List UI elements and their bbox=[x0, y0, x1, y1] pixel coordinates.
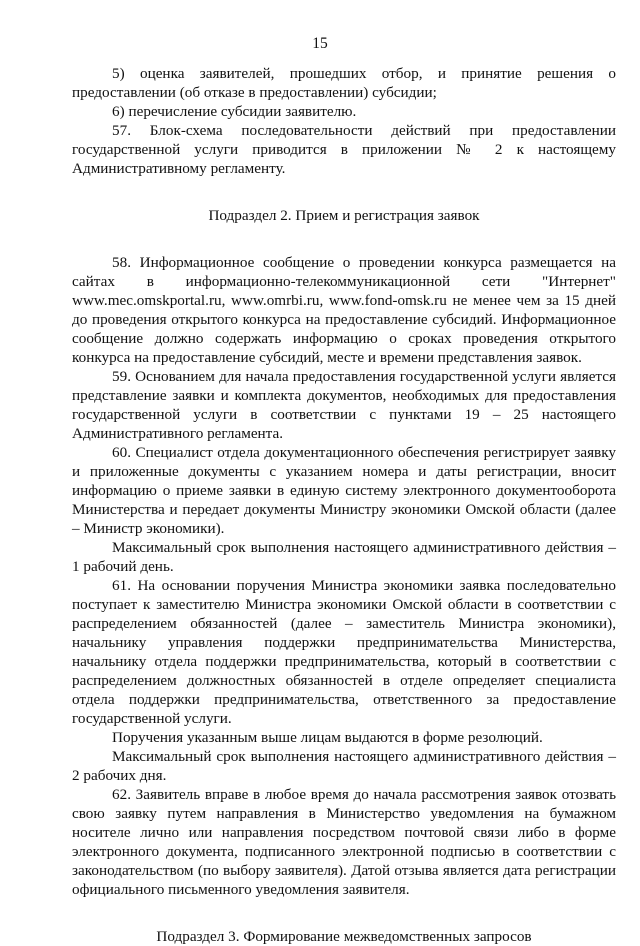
document-body bbox=[72, 64, 616, 946]
paragraph-61: 61. На основании поручения Министра экономики заявка последовательно поступает к заместителю Министра экономики Омской области в соответствии с распределением обязанностей (далее – заместитель Министра экономики), начальнику управления поддержки предпринимательства Министерства, начальнику отдела поддержки предпринимательства, который в соответствии с распределением должностных обязанностей в отделе определяет специалиста отдела поддержки предпринимательства, ответственного за предоставление государственной услуги. bbox=[72, 577, 616, 727]
spacer bbox=[72, 225, 616, 253]
subsection-3-heading: Подраздел 3. Формирование межведомственных запросов bbox=[156, 928, 532, 945]
spacer bbox=[72, 178, 616, 206]
paragraph-59: 59. Основанием для начала предоставления государственной услуги является представление заявки и комплекта документов, необходимых для предоставления государственной услуги в соответствии с пунктами 19 – 25 настоящего Административного регламента. bbox=[72, 368, 616, 442]
spacer bbox=[72, 899, 616, 927]
paragraph-61-deadline: Максимальный срок выполнения настоящего административного действия – 2 рабочих дня. bbox=[72, 748, 616, 784]
paragraph-item-5: 5) оценка заявителей, прошедших отбор, и принятие решения о предоставлении (об отказе в предоставлении) субсидии; bbox=[72, 65, 616, 101]
paragraph-62: 62. Заявитель вправе в любое время до начала рассмотрения заявок отозвать свою заявку путем направления в Министерство уведомления на бумажном носителе лично или направления посредством почтовой связи либо в форме электронного документа, подписанного электронной подписью в соответствии с законодательством (по выбору заявителя). Датой отзыва является дата регистрации официального письменного уведомления заявителя. bbox=[72, 786, 616, 898]
paragraph-60: 60. Специалист отдела документационного обеспечения регистрирует заявку и приложенные документы с указанием номера и даты регистрации, вносит информацию о приеме заявки в единую систему электронного документооборота Министерства и передает документы Министру экономики Омской области (далее – Министр экономики). bbox=[72, 444, 616, 537]
paragraph-57: 57. Блок-схема последовательности действий при предоставлении государственной услуги приводится в приложении № 2 к настоящему Административному регламенту. bbox=[72, 122, 616, 177]
paragraph-item-6: 6) перечисление субсидии заявителю. bbox=[112, 103, 357, 120]
paragraph-58: 58. Информационное сообщение о проведении конкурса размещается на сайтах в информационно-телекоммуникационной сети "Интернет" www.mec.omskportal.ru, www.omrbi.ru, www.fond-omsk.ru не менее чем за 15 дней до проведения открытого конкурса на предоставление субсидий. Информационное сообщение должно содержать информацию о сроках проведения открытого конкурса на предоставление субсидий, месте и времени представления заявок. bbox=[72, 254, 616, 366]
page-number: 15 bbox=[312, 35, 328, 52]
subsection-2-heading: Подраздел 2. Прием и регистрация заявок bbox=[208, 207, 480, 224]
paragraph-61-resolutions: Поручения указанным выше лицам выдаются в форме резолюций. bbox=[112, 729, 543, 746]
paragraph-60-deadline: Максимальный срок выполнения настоящего административного действия – 1 рабочий день. bbox=[72, 539, 616, 575]
